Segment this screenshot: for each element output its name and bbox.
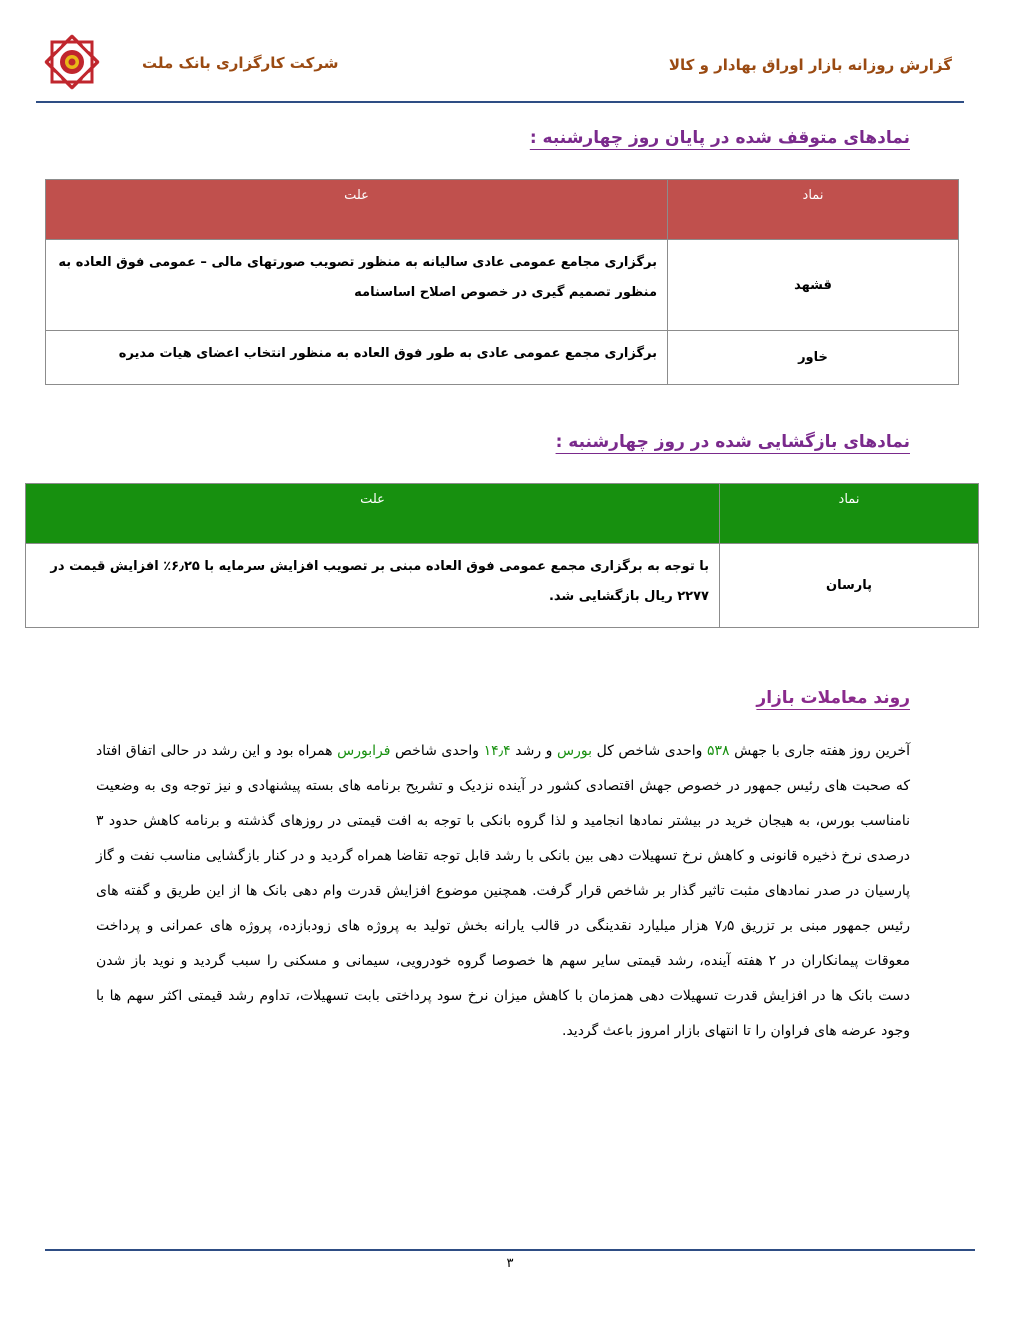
paragraph-text: و رشد: [510, 743, 558, 759]
symbol-cell: خاور: [668, 331, 959, 385]
header-divider: [36, 101, 964, 103]
paragraph-text: واحدی شاخص: [390, 743, 484, 759]
page-number: ۳: [506, 1256, 514, 1271]
market-trend-paragraph: [96, 734, 910, 1049]
farabourse-term: فرابورس: [337, 743, 391, 759]
table-row: [46, 331, 959, 385]
index-change-value: ۵۳۸: [706, 743, 730, 759]
table-row: [46, 240, 959, 331]
suspended-symbols-heading: نمادهای متوقف شده در پایان روز چهارشنبه :: [529, 128, 910, 148]
footer-divider: [45, 1249, 975, 1251]
symbol-column-header: نماد: [720, 484, 979, 544]
reopened-symbols-table: [25, 483, 979, 628]
reason-column-header: علت: [46, 180, 668, 240]
bank-mellat-logo: [42, 32, 102, 92]
table-header-row: [26, 484, 979, 544]
bourse-term: بورس: [557, 743, 592, 759]
reopened-symbols-heading: نمادهای بازگشایی شده در روز چهارشنبه :: [555, 432, 910, 452]
company-name: شرکت کارگزاری بانک ملت: [142, 54, 339, 72]
table-header-row: [46, 180, 959, 240]
table-row: [26, 544, 979, 628]
report-title: گزارش روزانه بازار اوراق بهادار و کالا: [668, 56, 952, 74]
paragraph-text: همراه بود و این رشد در حالی اتفاق افتاد که صحبت های رئیس جمهور در خصوص جهش اقتصادی کشور در آینده نزدیک و تشریح برنامه های بسته پیشنهادی و نیز توجه وی به وضعیت نامناسب بورس، به هیجان خرید در بیشتر نمادها انجامید و لذا گروه بانکی با توجه به افت قیمتی در روزهای گذشته و برنامه کاهش حدود ۳ درصدی نرخ ذخیره قانونی و کاهش نرخ تسهیلات دهی بین بانکی با رشد قابل توجه تقاضا همراه گردید و در کنار بازگشایی مناسب نفت و گاز پارسیان در صدر نمادهای مثبت تاثیر گذار بر شاخص قرار گرفت. همچنین موضوع افزایش قدرت وام دهی بانک ها از این طریق و گفته های رئیس جمهور مبنی بر تزریق ۷٫۵ هزار میلیارد نقدینگی در قالب یارانه بخش تولید به پروژه های زودبازده، پروژه های عمرانی و پرداخت معوقات پیمانکاران در ۲ هفته آینده، رشد قیمتی سایر سهم ها خصوصا گروه خودرویی، سیمانی و مسکنی را سبب گردید و نوید باز شدن دست بانک ها در افزایش قدرت تسهیلات دهی همزمان با کاهش میزان نرخ سود پرداختی بابت تسهیلات، تداوم رشد قیمتی اکثر سهم ها با وجود عرضه های فراوان را تا انتهای بازار امروز باعث گردید.: [96, 743, 910, 1039]
reason-column-header: علت: [26, 484, 720, 544]
reason-cell: برگزاری مجمع عمومی عادی به طور فوق العاده به منظور انتخاب اعضای هیات مدیره: [46, 331, 668, 385]
suspended-symbols-table: [45, 179, 959, 385]
symbol-cell: پارسان: [720, 544, 979, 628]
paragraph-text: واحدی شاخص کل: [592, 743, 707, 759]
market-trend-heading: روند معاملات بازار: [756, 688, 910, 708]
index-change-value: ۱۴٫۴: [483, 743, 511, 759]
reason-cell: برگزاری مجامع عمومی عادی سالیانه به منظور تصویب صورتهای مالی – عمومی فوق العاده به منظور تصمیم گیری در خصوص اصلاح اساسنامه: [46, 240, 668, 331]
paragraph-text: آخرین روز هفته جاری با جهش: [729, 743, 911, 759]
symbol-cell: قشهد: [668, 240, 959, 331]
symbol-column-header: نماد: [668, 180, 959, 240]
reason-cell: با توجه به برگزاری مجمع عمومی فوق العاده مبنی بر تصویب افزایش سرمایه با ۶٫۲۵٪ افزایش قیمت در ۲۲۷۷ ریال بازگشایی شد.: [26, 544, 720, 628]
